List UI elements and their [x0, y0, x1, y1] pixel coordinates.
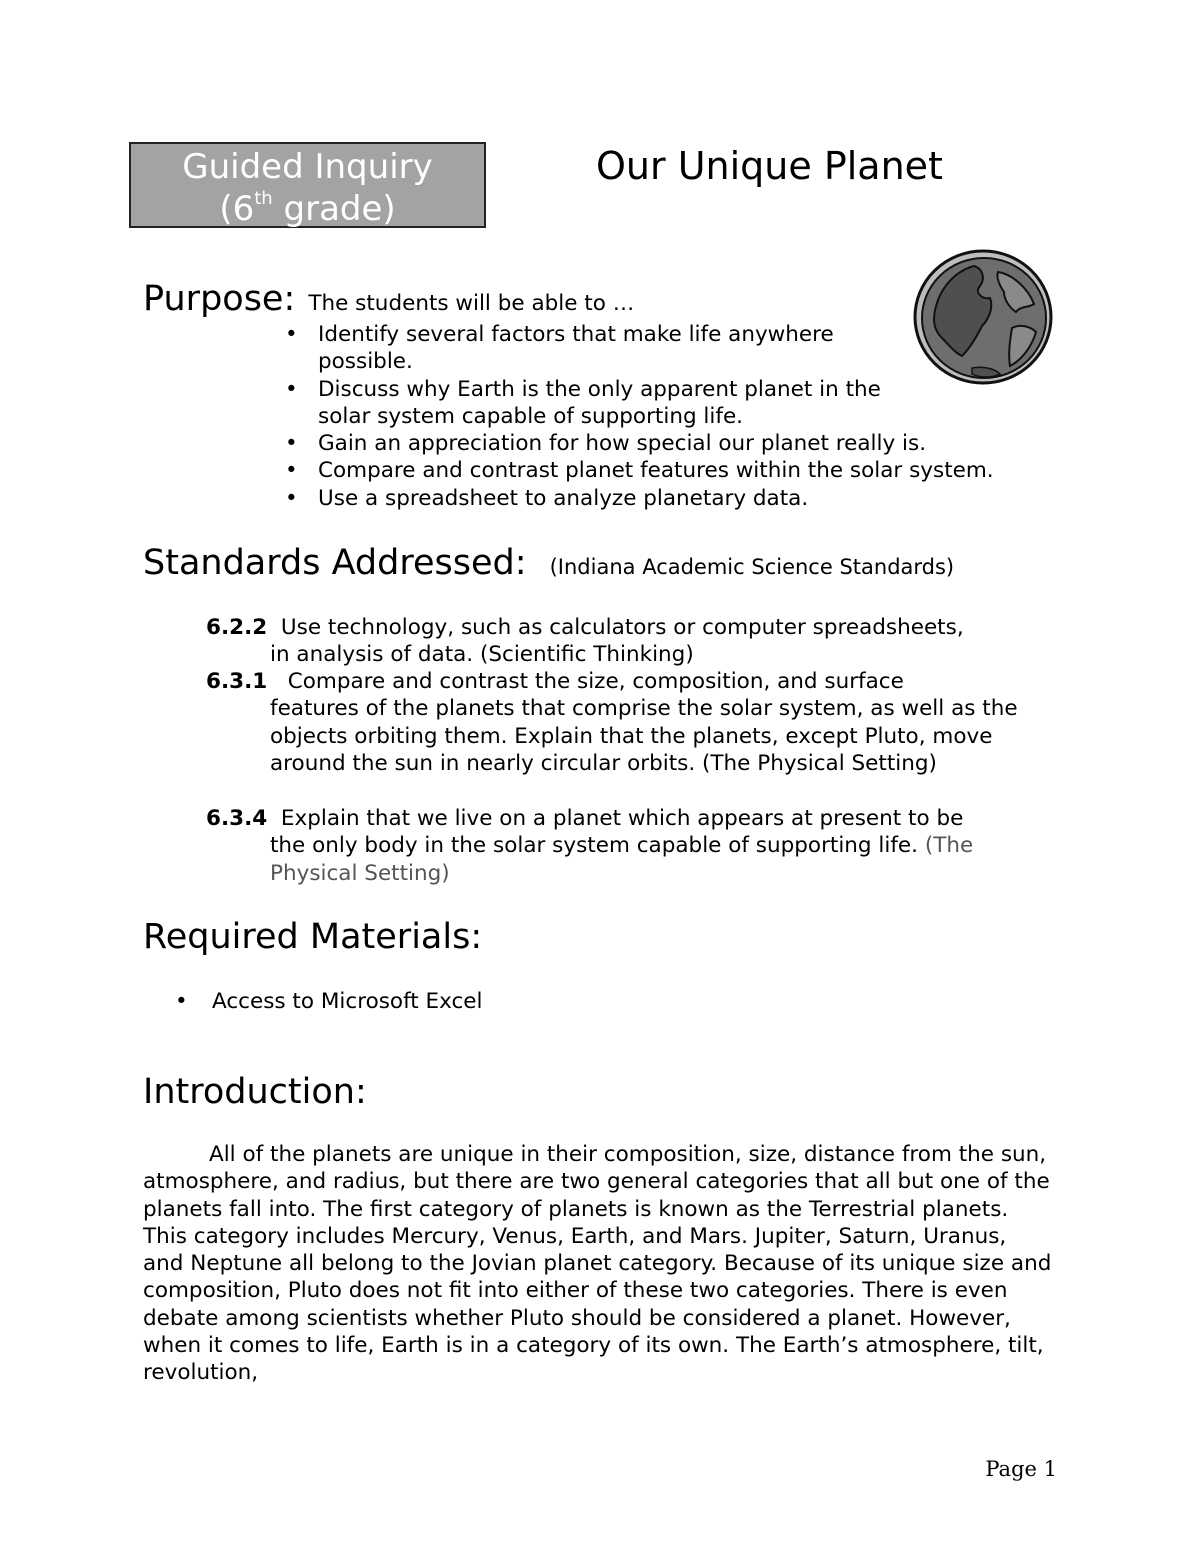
grade-label-pre: (6: [219, 189, 255, 229]
materials-heading: Required Materials:: [143, 917, 483, 957]
materials-item: • Access to Microsoft Excel: [175, 988, 482, 1015]
standards-subheading: (Indiana Academic Science Standards): [549, 555, 955, 579]
standard-code: 6.3.4: [206, 806, 268, 831]
standard-rest-wrap: [206, 832, 1060, 887]
standard-line1: Use technology, such as calculators or computer spreadsheets,: [280, 615, 964, 640]
standard-line1: Compare and contrast the size, composition, and surface: [287, 669, 904, 694]
purpose-list: [285, 321, 1075, 512]
purpose-section: [143, 278, 634, 320]
standard-code: 6.3.1: [206, 669, 268, 694]
purpose-item: • Discuss why Earth is the only apparent planet in the solar system capable of supporting life.: [285, 376, 888, 431]
standard-rest-grey: (The Physical Setting): [270, 833, 974, 886]
purpose-item: • Gain an appreciation for how special our planet really is.: [285, 430, 1075, 457]
standard-line1: Explain that we live on a planet which appears at present to be: [280, 806, 964, 831]
purpose-item: • Use a spreadsheet to analyze planetary data.: [285, 485, 1075, 512]
standards-header: [143, 542, 954, 584]
page-title: Our Unique Planet: [596, 144, 943, 188]
introduction-heading: Introduction:: [143, 1072, 367, 1112]
standard-code: 6.2.2: [206, 615, 268, 640]
grade-label-post: grade): [272, 189, 396, 229]
standard-rest: features of the planets that comprise the solar system, as well as the objects orbiting them. Explain that the planets, except Pluto, move around the sun in nearly circular orbits. (The Physical Setting): [270, 696, 1018, 776]
materials-list: [175, 988, 482, 1015]
purpose-lead: The students will be able to …: [308, 291, 635, 316]
standard-rest: in analysis of data. (Scientific Thinking): [270, 642, 694, 668]
grade-label-box: [129, 142, 486, 228]
standard-rest: the only body in the solar system capable of supporting life.: [270, 833, 925, 859]
standard-item: [206, 668, 1066, 777]
standard-item: [206, 805, 1066, 887]
grade-label-line1: Guided Inquiry: [182, 147, 433, 187]
introduction-paragraph: All of the planets are unique in their composition, size, distance from the sun, atmosphere, and radius, but there are two general categories that all but one of the planets fall into. The first category of planets is known as the Terrestrial planets. This category includes Mercury, Venus, Earth, and Mars. Jupiter, Saturn, Uranus, and Neptune all belong to the Jovian planet category. Because of its unique size and composition, Pluto does not fit into either of these two categories. There is even debate among scientists whether Pluto should be considered a planet. However, when it comes to life, Earth is in a category of its own. The Earth’s atmosphere, tilt, revolution,: [143, 1142, 1052, 1386]
page-number: Page 1: [985, 1457, 1057, 1481]
purpose-heading: Purpose:: [143, 279, 296, 319]
standards-heading: Standards Addressed:: [143, 543, 527, 583]
grade-label-line2: [131, 188, 484, 230]
grade-label-sup: th: [254, 188, 273, 209]
standard-item: [206, 614, 1066, 669]
purpose-item: • Identify several factors that make life anywhere possible.: [285, 321, 888, 376]
purpose-item: • Compare and contrast planet features within the solar system.: [285, 457, 1075, 484]
